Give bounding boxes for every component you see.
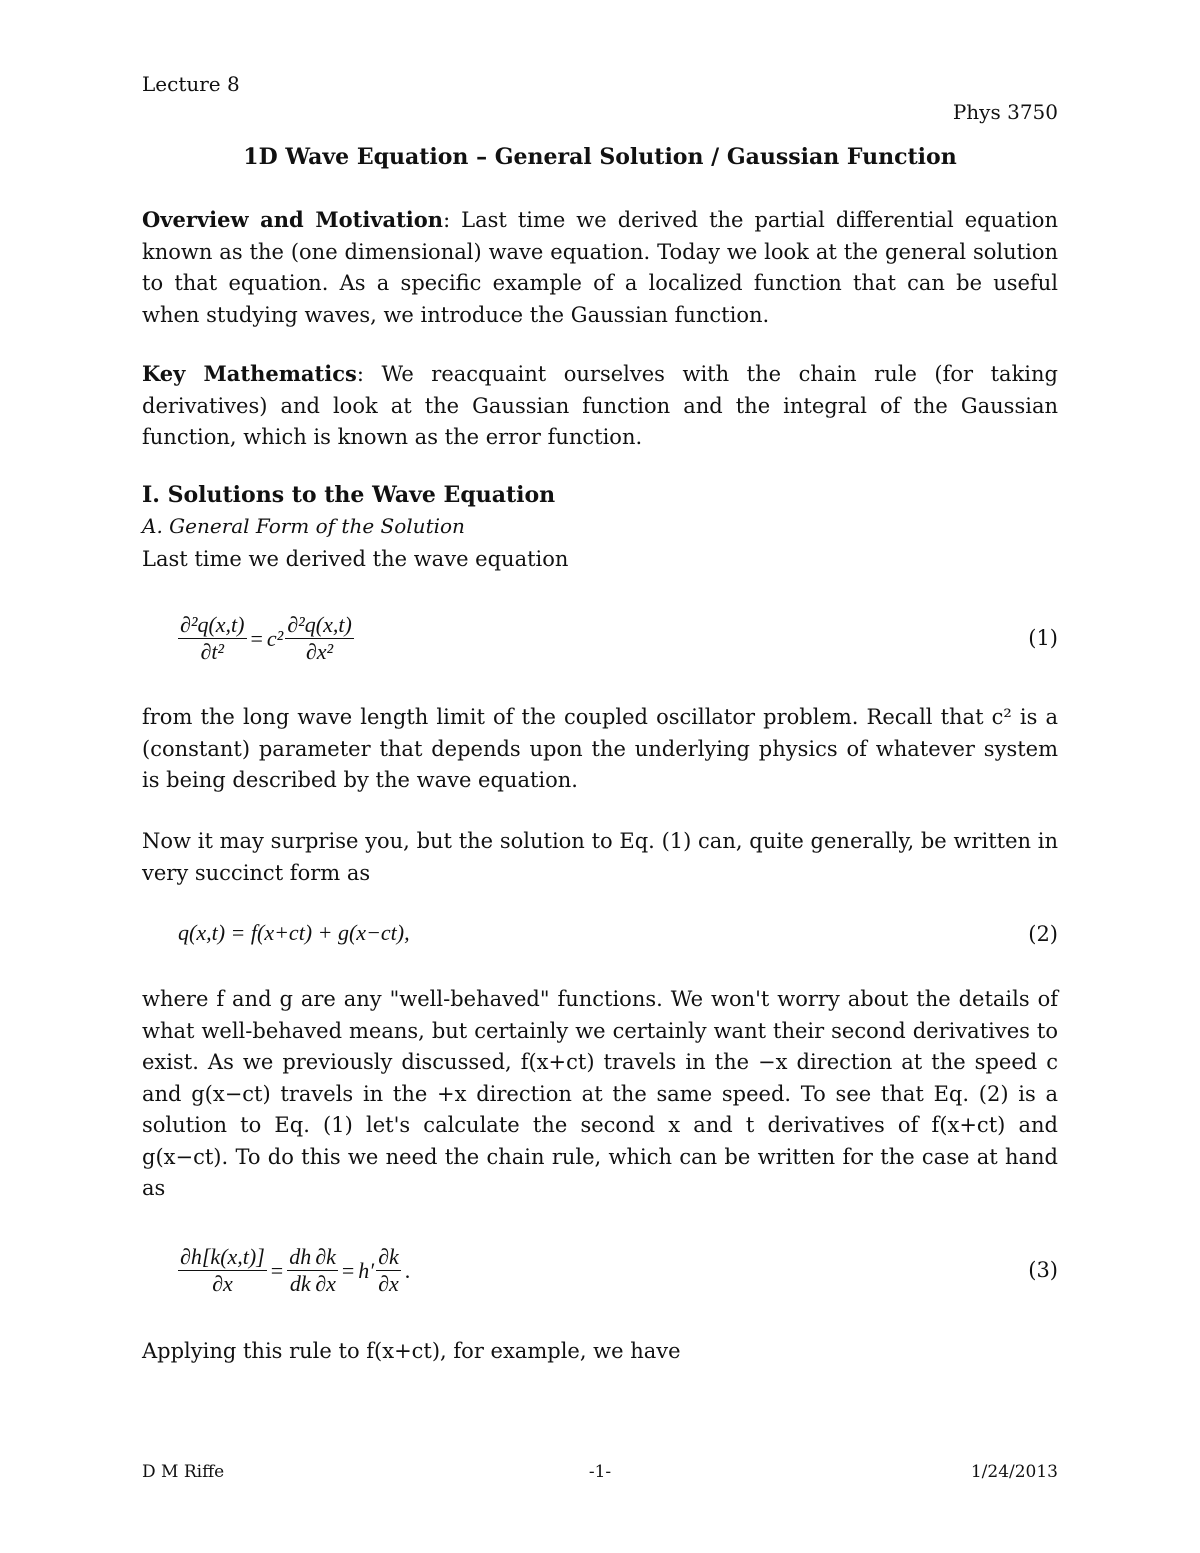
eq3-f2-denominator: ∂x xyxy=(315,1271,336,1296)
eq3-fraction-1 xyxy=(287,1244,313,1297)
eq1-lhs-denominator: ∂t² xyxy=(200,639,225,664)
eq1-coefficient: c² xyxy=(266,625,284,651)
equation-2-number: (2) xyxy=(1028,922,1058,946)
eq1-rhs-numerator: ∂²q(x,t) xyxy=(287,612,352,637)
eq3-lhs-denominator: ∂x xyxy=(212,1271,233,1296)
footer-page-number: -1- xyxy=(588,1462,612,1482)
eq3-equals: = xyxy=(270,1257,284,1283)
section-heading: I. Solutions to the Wave Equation xyxy=(142,482,556,508)
eq3-f2-numerator: ∂k xyxy=(315,1244,336,1269)
eq1-equals: = xyxy=(250,625,263,651)
equation-2: q(x,t) = f(x+ct) + g(x−ct), xyxy=(178,920,410,945)
paragraph-after-eq2: where f and g are any "well-behaved" functions. We won't worry about the details of what well-behaved means, but certainly we certainly want their second derivatives to exist. As we previously discussed, f(x+ct) travels in the −x direction at the speed c and g(x−ct) travels in the +x direction at the same speed. To see that Eq. (2) is a solution to Eq. (1) let's calculate the second x and t derivatives of f(x+ct) and g(x−ct). To do this we need the chain rule, which can be written for the case at hand as xyxy=(142,987,1058,1200)
paragraph-general-solution: Now it may surprise you, but the solution to Eq. (1) can, quite generally, be written in very succinct form as xyxy=(142,829,1058,885)
eq3-lhs-numerator: ∂h[k(x,t)] xyxy=(180,1244,265,1269)
equation-3 xyxy=(178,1244,414,1297)
page-title: 1D Wave Equation – General Solution / Gaussian Function xyxy=(243,144,957,170)
eq3-lhs-fraction xyxy=(178,1244,267,1297)
eq1-lhs-numerator: ∂²q(x,t) xyxy=(180,612,245,637)
section-intro: Last time we derived the wave equation xyxy=(142,547,569,571)
key-math-label: Key Mathematics xyxy=(142,361,357,386)
eq1-rhs-fraction xyxy=(285,612,354,665)
equation-1 xyxy=(178,612,354,665)
eq3-fraction-2 xyxy=(313,1244,338,1297)
key-math-text: : We reacquaint ourselves with the chain rule (for taking derivatives) and look at the Gaussian function and the integral of the Gaussian function, which is known as the error function. xyxy=(142,362,1058,449)
eq3-f1-denominator: dk xyxy=(289,1271,311,1296)
lecture-label: Lecture 8 xyxy=(142,72,240,96)
key-math-paragraph xyxy=(142,358,1058,454)
eq3-equals-2: = xyxy=(341,1257,355,1283)
paragraph-apply-rule: Applying this rule to f(x+ct), for example, we have xyxy=(142,1339,681,1363)
overview-label: Overview and Motivation xyxy=(142,207,444,232)
eq1-rhs-denominator: ∂x² xyxy=(305,639,334,664)
eq1-lhs-fraction xyxy=(178,612,247,665)
overview-paragraph xyxy=(142,204,1058,331)
eq3-period: . xyxy=(404,1257,411,1283)
eq3-fraction-3 xyxy=(376,1244,401,1297)
equation-3-number: (3) xyxy=(1028,1258,1058,1282)
course-label: Phys 3750 xyxy=(952,100,1058,124)
eq3-f1-numerator: dh xyxy=(289,1244,312,1269)
equation-1-number: (1) xyxy=(1028,626,1058,650)
subsection-heading: A. General Form of the Solution xyxy=(142,514,465,538)
eq3-coefficient: h′ xyxy=(358,1257,375,1283)
footer-author: D M Riffe xyxy=(142,1462,225,1482)
footer-date: 1/24/2013 xyxy=(970,1462,1058,1482)
overview-text: : Last time we derived the partial differential equation known as the (one dimensional) wave equation. Today we look at the general solution to that equation. As a specific example of a localized function that can be useful when studying waves, we introduce the Gaussian function. xyxy=(142,208,1058,327)
eq3-f3-numerator: ∂k xyxy=(378,1244,399,1269)
eq3-f3-denominator: ∂x xyxy=(378,1271,399,1296)
paragraph-after-eq1: from the long wave length limit of the coupled oscillator problem. Recall that c² is a (constant) parameter that depends upon the underlying physics of whatever system is being described by the wave equation. xyxy=(142,705,1058,792)
